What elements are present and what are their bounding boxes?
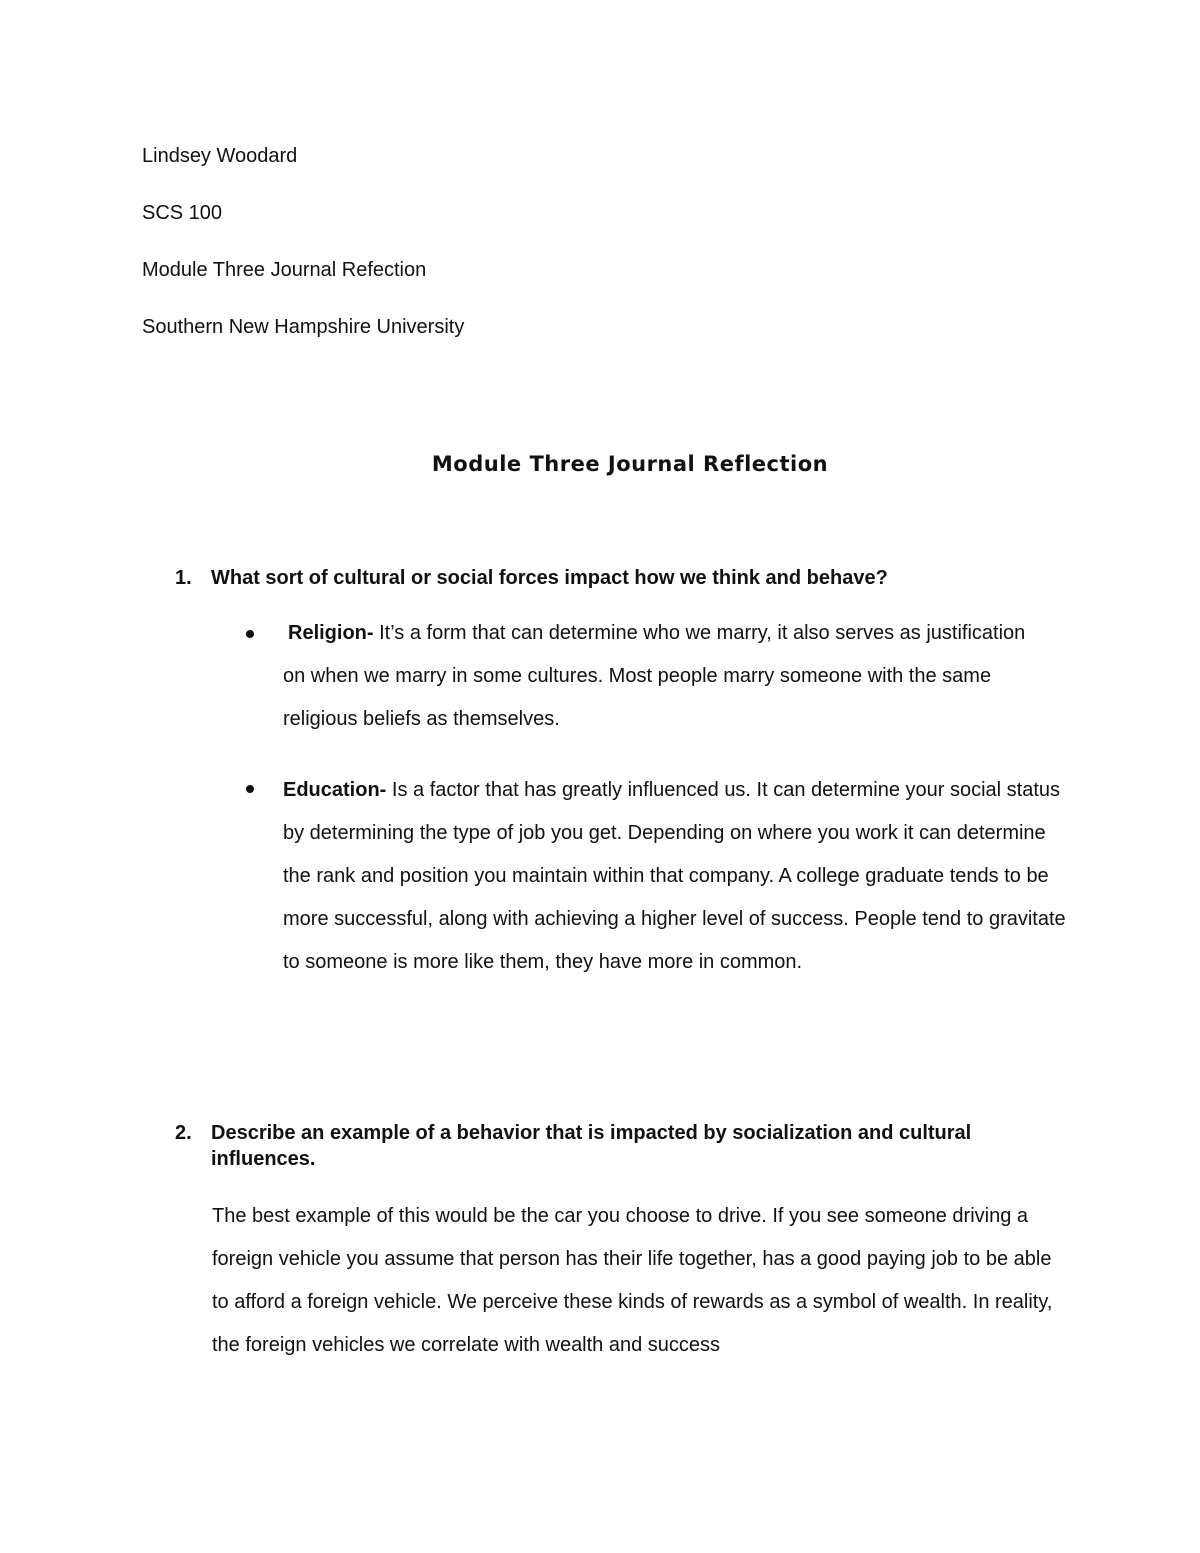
question-2-number: 2.	[175, 1122, 192, 1144]
bullet-icon	[246, 785, 254, 793]
bullet-education	[283, 769, 1073, 984]
question-2-answer: The best example of this would be the car you choose to drive. If you see someone driving a foreign vehicle you assume that person has their life together, has a good paying job to be able to afford a foreign vehicle. We perceive these kinds of rewards as a symbol of wealth. In reality, the foreign vehicles we correlate with wealth and success	[212, 1205, 1053, 1356]
bullet-education-text: Is a factor that has greatly influenced us. It can determine your social status by determining the type of job you get. Depending on where you work it can determine the rank and position you maintain within that company. A college graduate tends to be more successful, along with achieving a higher level of success. People tend to gravitate to someone is more like them, they have more in common.	[283, 779, 1066, 973]
question-1-text: What sort of cultural or social forces impact how we think and behave?	[211, 567, 888, 589]
bullet-religion-term: Religion-	[288, 622, 374, 644]
assignment-name: Module Three Journal Refection	[142, 259, 427, 281]
author-name: Lindsey Woodard	[142, 145, 298, 167]
question-1-number: 1.	[175, 567, 192, 589]
page-title: Module Three Journal Reflection	[431, 452, 829, 476]
bullet-icon	[246, 630, 254, 638]
course-code: SCS 100	[142, 202, 223, 224]
bullet-education-term: Education-	[283, 779, 387, 801]
school-name: Southern New Hampshire University	[142, 316, 465, 338]
bullet-religion	[283, 612, 1053, 741]
question-2-text: Describe an example of a behavior that is impacted by socialization and cultural influences.	[211, 1122, 972, 1170]
bullet-religion-text: It’s a form that can determine who we marry, it also serves as justification on when we marry in some cultures. Most people marry someone with the same religious beliefs as themselves.	[283, 622, 1026, 730]
